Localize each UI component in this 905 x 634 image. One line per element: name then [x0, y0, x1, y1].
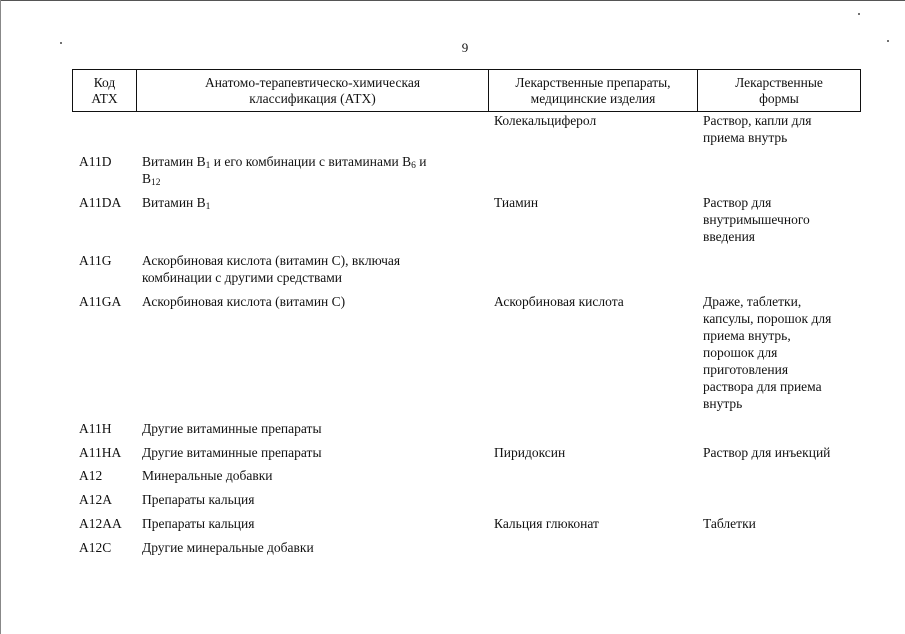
name-cell: Минеральные добавки [142, 468, 273, 483]
code-cell: A12AA [79, 516, 122, 531]
header-forms: Лекарственные формы [697, 70, 860, 111]
code-cell: A11GA [79, 294, 122, 309]
code-cell: A12C [79, 540, 112, 555]
drug-cell: Тиамин [494, 195, 539, 210]
code-cell: A11HA [79, 445, 122, 460]
name-cell: Аскорбиновая кислота (витамин С), включая комбинации с другими средствами [142, 253, 401, 285]
form-cell: Таблетки [703, 516, 756, 531]
code-cell: A11DA [79, 195, 122, 210]
code-cell: A11H [79, 421, 112, 436]
name-cell: Другие витаминные препараты [142, 445, 322, 460]
header-atc-classification: Анатомо-терапевтическо-химическая классификация (АТХ) [136, 70, 488, 111]
name-cell: Препараты кальция [142, 492, 255, 507]
drug-cell: Колекальциферол [494, 113, 597, 128]
code-cell: A11G [79, 253, 112, 268]
header-drugs: Лекарственные препараты, медицинские изделия [488, 70, 697, 111]
name-cell: Аскорбиновая кислота (витамин С) [142, 294, 346, 309]
drug-cell: Пиридоксин [494, 445, 566, 460]
drug-cell: Аскорбиновая кислота [494, 294, 624, 309]
code-cell: A12A [79, 492, 112, 507]
form-cell: Раствор, капли для приема внутрь [703, 113, 812, 145]
code-cell: A12 [79, 468, 103, 483]
form-cell: Раствор для внутримышечного введения [703, 195, 810, 244]
form-cell: Раствор для инъекций [703, 445, 831, 460]
name-cell: Витамин $B_1$ [142, 195, 211, 212]
name-cell: Витамин $B_1$ и его комбинации с витаминами $B_6$ и $B_{12}$ [142, 154, 427, 188]
name-cell: Другие витаминные препараты [142, 421, 322, 436]
header-code: Код ATX [91, 74, 118, 106]
code-cell: A11D [79, 154, 112, 169]
name-cell: Другие минеральные добавки [142, 540, 314, 555]
drug-cell: Кальция глюконат [494, 516, 599, 531]
name-cell: Препараты кальция [142, 516, 255, 531]
form-cell: Драже, таблетки, капсулы, порошок для приема внутрь, порошок для приготовления раствора для приема внутрь [703, 294, 832, 411]
page-number: 9 [461, 40, 469, 55]
